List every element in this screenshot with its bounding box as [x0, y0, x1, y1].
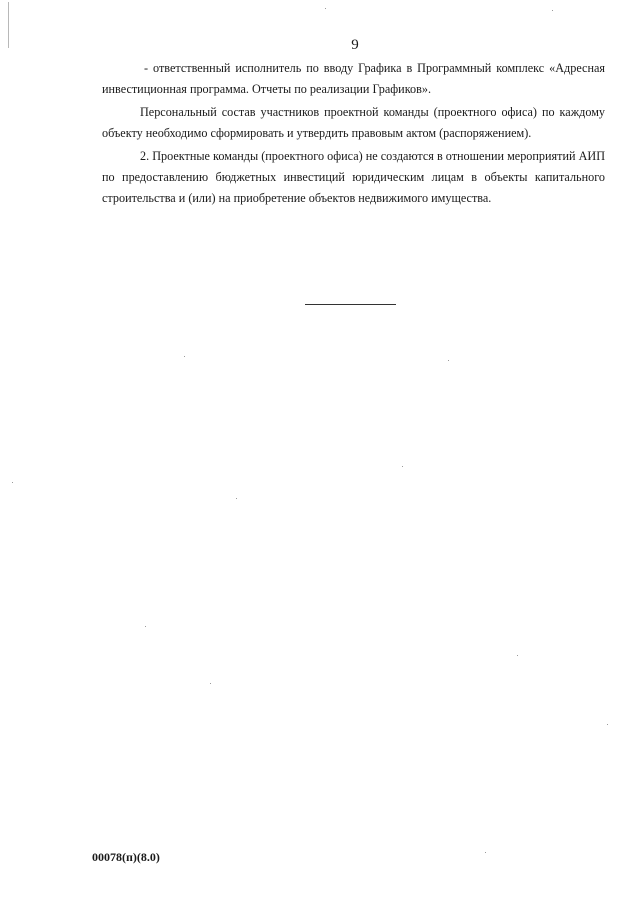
scan-speck	[184, 356, 185, 357]
scan-speck	[448, 360, 449, 361]
document-code: 00078(п)(8.0)	[92, 850, 160, 864]
paragraph-personal-composition: Персональный состав участников проектной команды (проектного офиса) по каждому объекту необходимо сформировать и утвердить правовым актом (распоряжением).	[102, 105, 605, 140]
scan-speck	[552, 10, 553, 11]
paragraph-responsible-executor: - ответственный исполнитель по вводу Графика в Программный комплекс «Адресная инвестиционная программа. Отчеты по реализации Графиков».	[102, 61, 605, 96]
scan-speck	[485, 852, 486, 853]
scan-speck	[12, 482, 13, 483]
separator-line	[305, 304, 396, 305]
scan-speck	[517, 655, 518, 656]
scan-speck	[236, 498, 237, 499]
scan-speck	[607, 724, 608, 725]
document-body	[102, 58, 605, 209]
scan-speck	[210, 683, 211, 684]
scan-speck	[145, 626, 146, 627]
scan-speck	[325, 8, 326, 9]
page-number: 9	[351, 37, 359, 53]
scan-speck	[402, 466, 403, 467]
paragraph-project-teams: 2. Проектные команды (проектного офиса) не создаются в отношении мероприятий АИП по предоставлению бюджетных инвестиций юридическим лицам в объекты капитального строительства и (или) на приобретение объектов недвижимого имущества.	[102, 149, 605, 205]
